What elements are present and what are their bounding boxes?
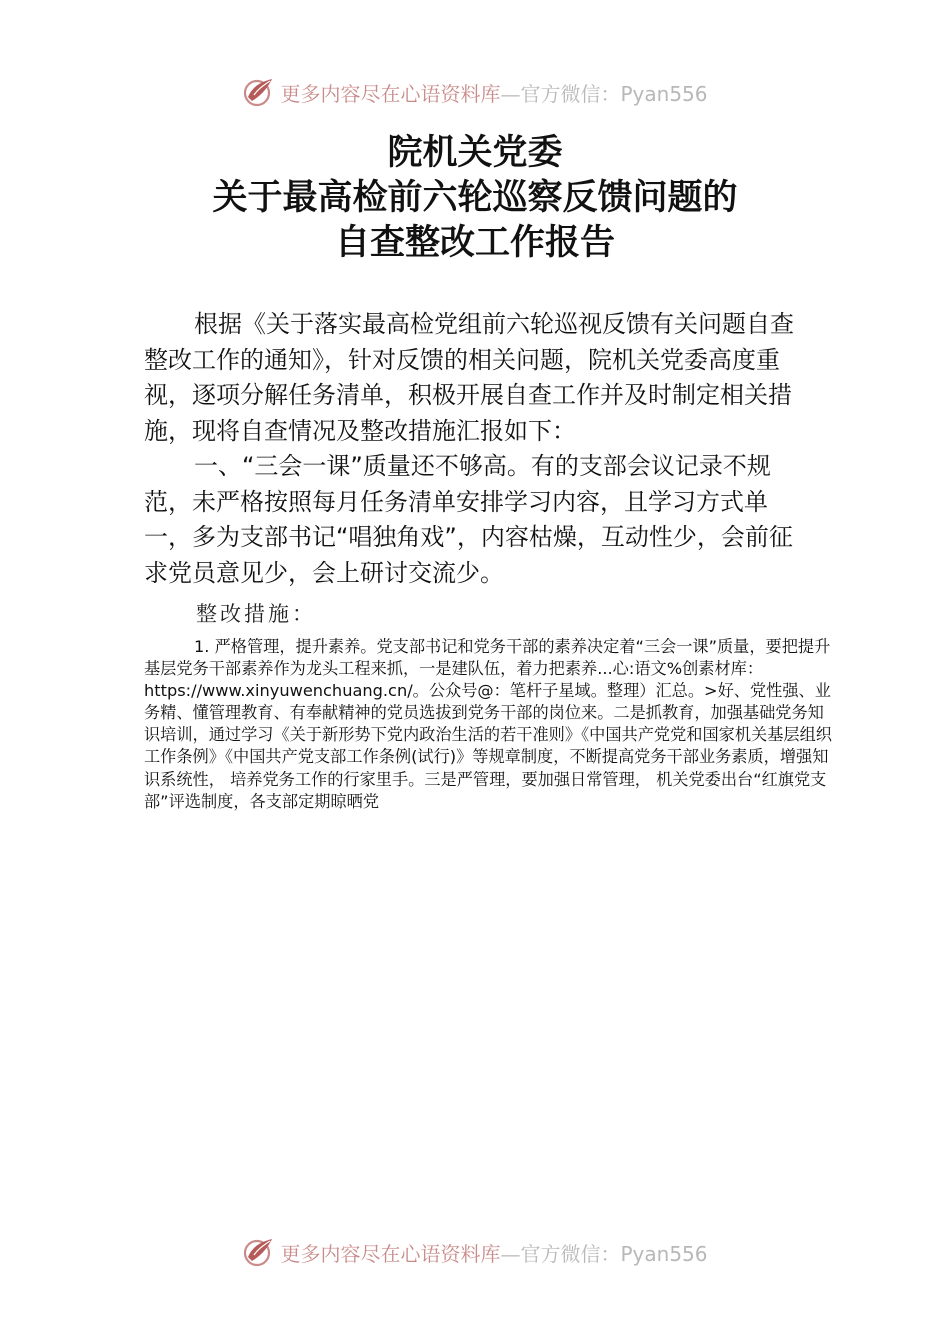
watermark-text-wechat-id: Pyan556 — [620, 81, 708, 106]
watermark-text-main: 更多内容尽在心语资料库 — [280, 81, 501, 106]
watermark-text-main: 更多内容尽在心语资料库 — [280, 1241, 501, 1266]
rectification-measures-heading: 整改措施： — [196, 602, 316, 626]
report-title-line-2: 关于最高检前六轮巡察反馈问题的 — [212, 177, 738, 218]
leaf-swirl-logo-icon — [242, 1235, 276, 1269]
report-title-line-1: 院机关党委 — [387, 132, 563, 173]
report-title-line-3: 自查整改工作报告 — [334, 222, 615, 263]
header-watermark-banner — [0, 72, 950, 112]
watermark-text-wechat-id: Pyan556 — [620, 1241, 708, 1266]
leaf-swirl-logo-icon — [242, 75, 276, 109]
measure-one-paragraph: 1. 严格管理，提升素养。党支部书记和党务干部的素养决定着“三会一课”质量，要把提升基层党务干部素养作为龙头工程来抓，一是建队伍，着力把素养...心:语文%创素材库：https://www.xinyuwenchuang.cn/。公众号@：笔杆子星域。整理）汇总。>好、党性强、业务精、懂管理教育、有奉献精神的党员选拔到党务干部的岗位来。二是抓教育，加强基础党务知识培训，通过学习《关于新形势下党内政治生活的若干准则》《中国共产党党和国家机关基层组织工作条例》《中国共产党支部工作条例(试行)》等规章制度，不断提高党务干部业务素质，增强知识系统性， 培养党务工作的行家里手。三是严管理，要加强日常管理， 机关党委出台“红旗党支部”评选制度，各支部定期晾晒党 — [144, 637, 832, 811]
issue-one-paragraph: 一、“三会一课”质量还不够高。有的支部会议记录不规范，未严格按照每月任务清单安排学习内容，且学习方式单一，多为支部书记“唱独角戏”，内容枯燥，互动性少，会前征求党员意见少，会上研讨交流少。 — [144, 452, 793, 587]
watermark-text-wechat-label: —官方微信： — [500, 1241, 621, 1266]
footer-watermark-banner — [0, 1232, 950, 1272]
intro-paragraph: 根据《关于落实最高检党组前六轮巡视反馈有关问题自查整改工作的通知》，针对反馈的相关问题，院机关党委高度重视，逐项分解任务清单，积极开展自查工作并及时制定相关措施，现将自查情况及整改措施汇报如下： — [144, 310, 794, 445]
watermark-text-wechat-label: —官方微信： — [500, 81, 621, 106]
watermark-text — [280, 1238, 707, 1267]
watermark-text — [280, 78, 707, 107]
